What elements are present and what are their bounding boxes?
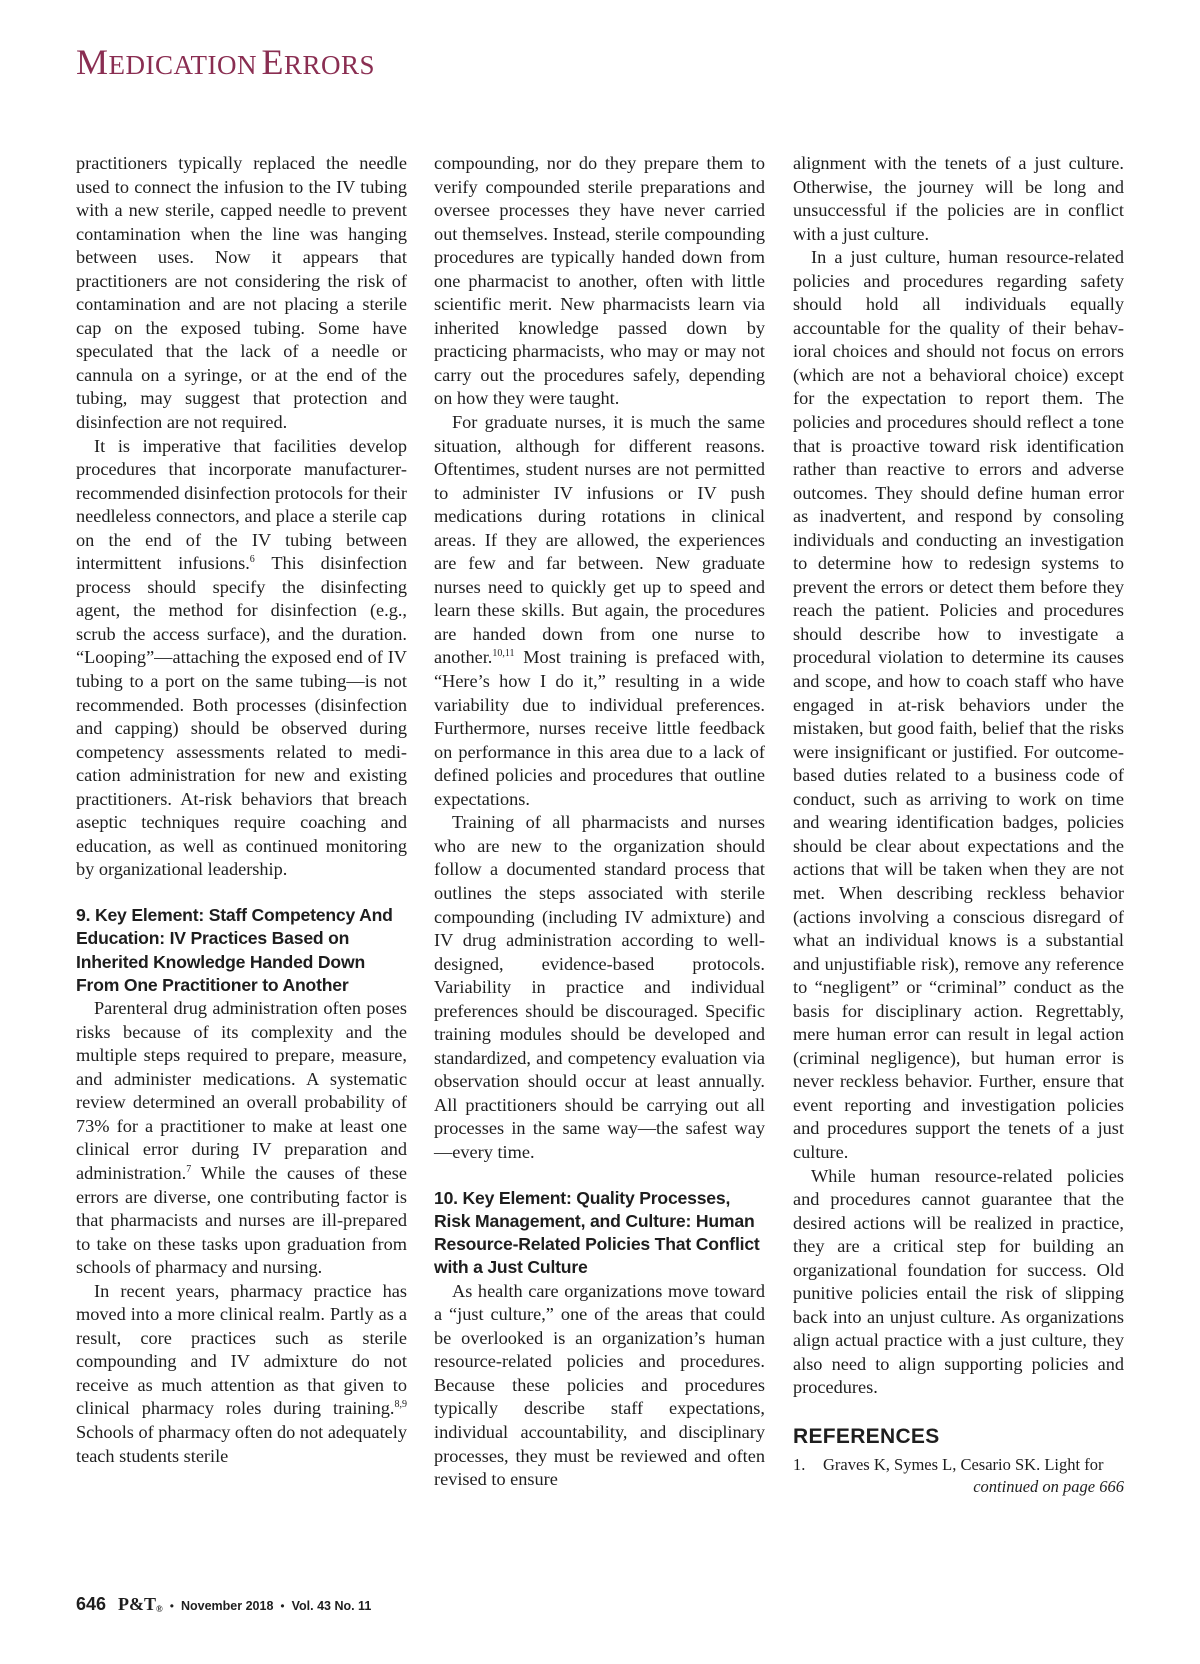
column-3 [793, 152, 1124, 1498]
paragraph: compounding, nor do they prepare them to verify compounded sterile preparations and oversee processes they have never carried out themselves. Instead, sterile compounding procedures are typically handed down from one pharmacist to another, often with little scientific merit. New pharmacists learn via inherited knowledge passed down by practicing pharmacists, who may or may not carry out the procedures safely, depending on how they were taught. [434, 153, 765, 409]
paragraph-text: Parenteral drug administration often poses risks because of its complexity and the multiple steps required to prepare, measure, and administer medications. A systematic review determined an overall probability of 73% for a practitioner to make at least one clinical error during IV preparation and administration. [76, 998, 407, 1183]
paragraph-text: In recent years, pharmacy practice has moved into a more clinical realm. Partly as a result, core practices such as sterile compounding and IV admixture do not receive as much attention as that given to clinical pharmacy roles during training. [76, 1280, 407, 1419]
page-number: 646 [76, 1594, 107, 1614]
section-heading-10: 10. Key Element: Quality Processes, Risk Management, and Culture: Human Resource-Related Policies That Conflict with a Just Culture [434, 1187, 760, 1278]
citation-superscript: 7 [186, 1163, 192, 1175]
bullet-separator: • [169, 1599, 174, 1613]
paragraph [76, 1280, 407, 1468]
paragraph: While human resource-related policies and procedures cannot guarantee that the desired actions will be realized in practice, they are a critical step for building an organizational foundation for success. Old punitive policies entail the risk of slipping back into an unjust culture. As organizations align actual practice with a just culture, they also need to align supporting policies and procedures. [793, 1165, 1124, 1398]
paragraph: As health care organizations move toward a “just culture,” one of the areas that could be overlooked is an organization’s human resource-related policies and procedures. Because these policies and procedures typically describe staff expectations, individual accountability, and disciplinary processes, they must be reviewed and often revised to ensure [434, 1280, 765, 1490]
paragraph-text: For graduate nurses, it is much the same situation, although for different reasons. Oftentimes, student nurses are not permitted to administer IV infusions or IV push medications during rotations in clinical areas. If they are allowed, the experiences are few and far between. New graduate nurses need to quickly get up to speed and learn these skills. But again, the procedures are handed down from one nurse to another. [434, 412, 765, 668]
header-initial-m: M [76, 42, 109, 82]
paragraph: In a just culture, human resource-related policies and procedures regarding safety should hold all individuals equally accountable for the quality of their behavioral choices and should not focus on errors (which are not a behavioral choice) except for the expectation to report them. The policies and procedures should reflect a tone that is proactive toward risk identification rather than reactive to errors and adverse outcomes. They should define human error as inadvertent, and respond by consoling individuals and conducting an investigation to determine how to redesign systems to prevent the errors or detect them before they reach the patient. Policies and procedures should describe how to investigate a procedural violation to determine its causes and scope, and how to coach staff who have engaged in at-risk behaviors under the mistaken, but good faith, belief that the risks were insignificant or justified. For outcome-based duties related to a business code of conduct, such as arriving to work on time and wearing identification badges, policies should be clear about expectations and the actions that will be taken when they are not met. When describing reckless behavior (actions involving a conscious disregard of what an individual knows is a substantial and unjustifiable risk), remove any reference to “negligent” or “criminal” conduct as the basis for disciplinary action. Regrettably, mere human error can result in legal action (criminal negligence), but human error is never reckless behavior. Further, ensure that event reporting and investigation policies and procedures support the tenets of a just culture. [793, 247, 1124, 1162]
volume-number: Vol. 43 No. 11 [291, 1599, 372, 1613]
journal-title: P&T [118, 1594, 157, 1614]
paragraph-text: This disinfection process should specify the disinfecting agent, the method for disinfection (e.g., scrub the access surface), and the duration. “Looping”—attaching the exposed end of IV tubing to a port on the same tubing—is not recommended. Both processes (disinfection and capping) should be observed during competency assessments related to medication administration for new and existing practitioners. At-risk behaviors that breach aseptic techniques require coaching and education, as well as continued monitoring by organizational leadership. [76, 553, 407, 880]
registered-mark: ® [156, 1604, 163, 1614]
citation-superscript: 10,11 [492, 648, 515, 660]
citation-superscript: 6 [249, 554, 255, 566]
bullet-separator: • [280, 1599, 285, 1613]
reference-number: 1. [793, 1454, 806, 1474]
paragraph [76, 435, 407, 882]
citation-superscript: 8,9 [394, 1399, 407, 1411]
issue-date: November 2018 [180, 1599, 274, 1613]
paragraph-text: Most training is prefaced with, “Here’s how I do it,” resulting in a wide variability due to individual preferences. Furthermore, nurses receive little feedback on performance in this area due to a lack of defined policies and procedures that outline expectations. [434, 647, 765, 809]
references-heading: REFERENCES [793, 1424, 940, 1448]
section-heading-9: 9. Key Element: Staff Competency And Education: IV Practices Based on Inherited Knowledge Handed Down From One Practitioner to Another [76, 904, 393, 995]
paragraph [434, 411, 765, 811]
paragraph-text: It is imperative that facilities develop procedures that incorporate manufacturer-recommended disinfection protocols for their needleless connectors, and place a sterile cap on the end of the IV tubing between intermittent infusions. [76, 435, 407, 574]
reference-item [793, 1454, 1124, 1476]
paragraph-text: Schools of pharmacy often do not adequately teach students sterile [76, 1421, 407, 1466]
paragraph [76, 997, 407, 1280]
reference-text: Graves K, Symes L, Cesario SK. Light for [823, 1454, 1104, 1474]
running-header [76, 44, 375, 80]
paragraph: practitioners typically replaced the needle used to connect the infusion to the IV tubing with a new sterile, capped needle to prevent contamination when the line was hanging between uses. Now it appears that practitioners are not considering the risk of contamination and are not placing a sterile cap on the exposed tubing. Some have speculated that the lack of a needle or cannula on a syringe, or at the end of the tubing, may suggest that protection and disinfection are not required. [76, 153, 407, 433]
continued-note: continued on page 666 [973, 1476, 1124, 1496]
page-footer [76, 1594, 371, 1615]
journal-name [118, 1594, 163, 1615]
paragraph-text: While the causes of these errors are diverse, one contributing factor is that pharmacists and nurses are ill-prepared to take on these tasks upon graduation from schools of pharmacy and nursing. [76, 1162, 407, 1278]
paragraph: Training of all pharmacists and nurses who are new to the organization should follow a documented standard process that outlines the steps associated with sterile compounding (including IV admixture) and IV drug administration according to well-designed, evidence-based protocols. Variability in practice and individual preferences should be discouraged. Specific training modules should be developed and standardized, and competency evaluation via observation should occur at least annually. All practitioners should be carrying out all processes in the same way—the safest way—every time. [434, 812, 765, 1162]
paragraph: alignment with the tenets of a just culture. Otherwise, the journey will be long and unsuccessful if the policies are in conflict with a just culture. [793, 153, 1124, 244]
column-1 [76, 152, 407, 1468]
header-word-medication: EDICATION [108, 50, 257, 80]
header-word-errors: RRORS [284, 50, 376, 80]
header-initial-e: E [261, 42, 284, 82]
column-2 [434, 152, 765, 1492]
